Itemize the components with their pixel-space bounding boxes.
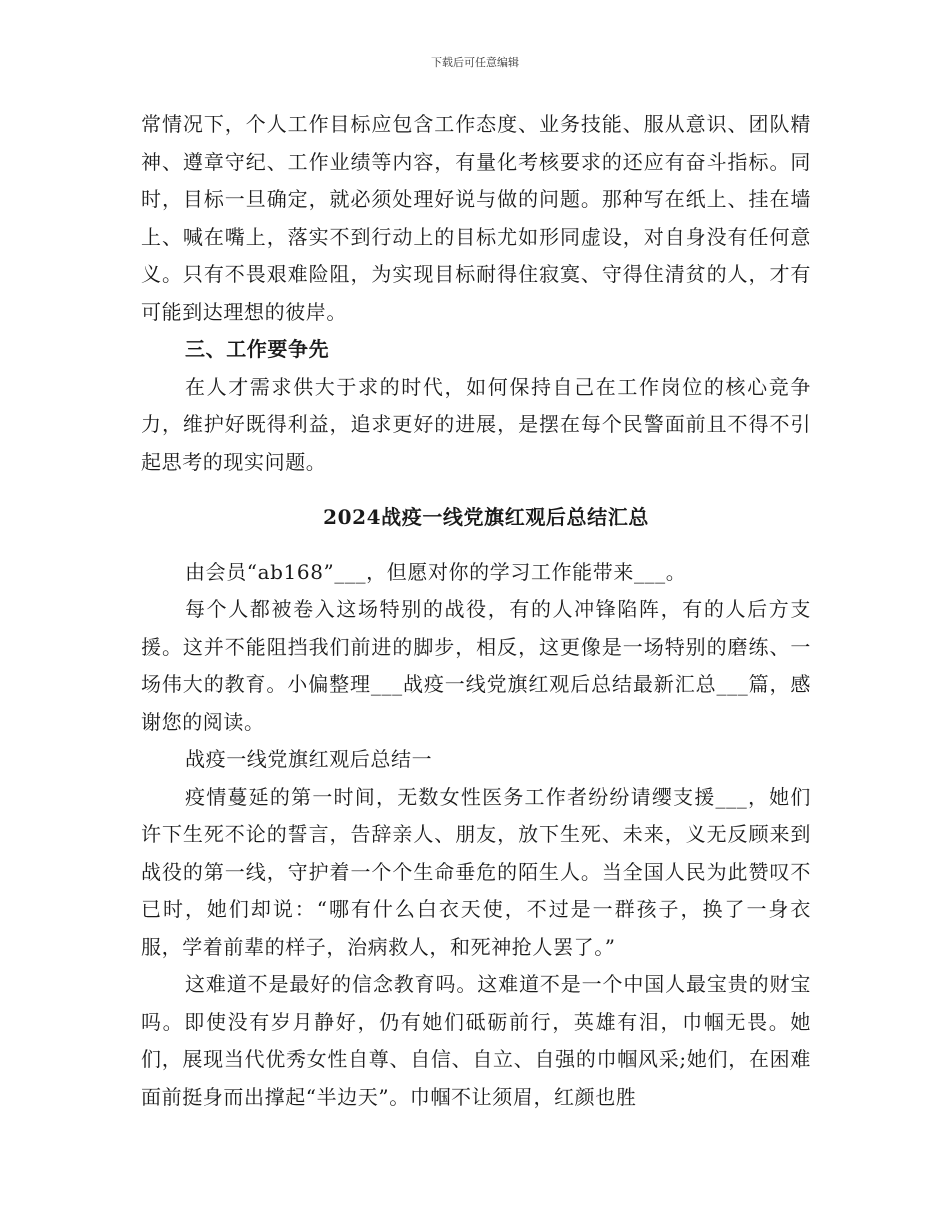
page-header: 下载后可任意编辑	[431, 56, 519, 69]
paragraph: 每个人都被卷入这场特别的战役，有的人冲锋陷阵，有的人后方支援。这并不能阻挡我们前进的脚步，相反，这更像是一场特别的磨练、一场伟大的教育。小偏整理___战疫一线党旗红观后总结最新汇总___篇，感谢您的阅读。	[141, 597, 811, 734]
paragraph: 这难道不是最好的信念教育吗。这难道不是一个中国人最宝贵的财宝吗。即使没有岁月静好，仍有她们砥砺前行，英雄有泪，巾帼无畏。她们，展现当代优秀女性自尊、自信、自立、自强的巾帼风采;她们，在困难面前挺身而出撑起“半边天”。巾帼不让须眉，红颜也胜	[141, 972, 811, 1109]
paragraph: 疫情蔓延的第一时间，无数女性医务工作者纷纷请缨支援___，她们许下生死不论的誓言，告辞亲人、朋友，放下生死、未来，义无反顾来到战役的第一线，守护着一个个生命垂危的陌生人。当全国人民为此赞叹不已时，她们却说：“哪有什么白衣天使，不过是一群孩子，换了一身衣服，学着前辈的样子，治病救人，和死神抢人罢了。”	[141, 784, 811, 959]
document-body	[141, 106, 811, 1116]
paragraph: 在人才需求供大于求的时代，如何保持自己在工作岗位的核心竞争力，维护好既得利益，追求更好的进展，是摆在每个民警面前且不得不引起思考的现实问题。	[141, 374, 811, 474]
subsection-title: 战疫一线党旗红观后总结一	[185, 747, 433, 771]
section-heading: 三、工作要争先	[185, 337, 330, 361]
paragraph: 由会员“ab168”___，但愿对你的学习工作能带来___。	[185, 559, 687, 584]
document-title: 2024战疫一线党旗红观后总结汇总	[323, 505, 649, 529]
paragraph-continued: 常情况下，个人工作目标应包含工作态度、业务技能、服从意识、团队精神、遵章守纪、工作业绩等内容，有量化考核要求的还应有奋斗指标。同时，目标一旦确定，就必须处理好说与做的问题。那种写在纸上、挂在墙上、喊在嘴上，落实不到行动上的目标尤如形同虚设，对自身没有任何意义。只有不畏艰难险阻，为实现目标耐得住寂寞、守得住清贫的人，才有可能到达理想的彼岸。	[141, 112, 811, 324]
